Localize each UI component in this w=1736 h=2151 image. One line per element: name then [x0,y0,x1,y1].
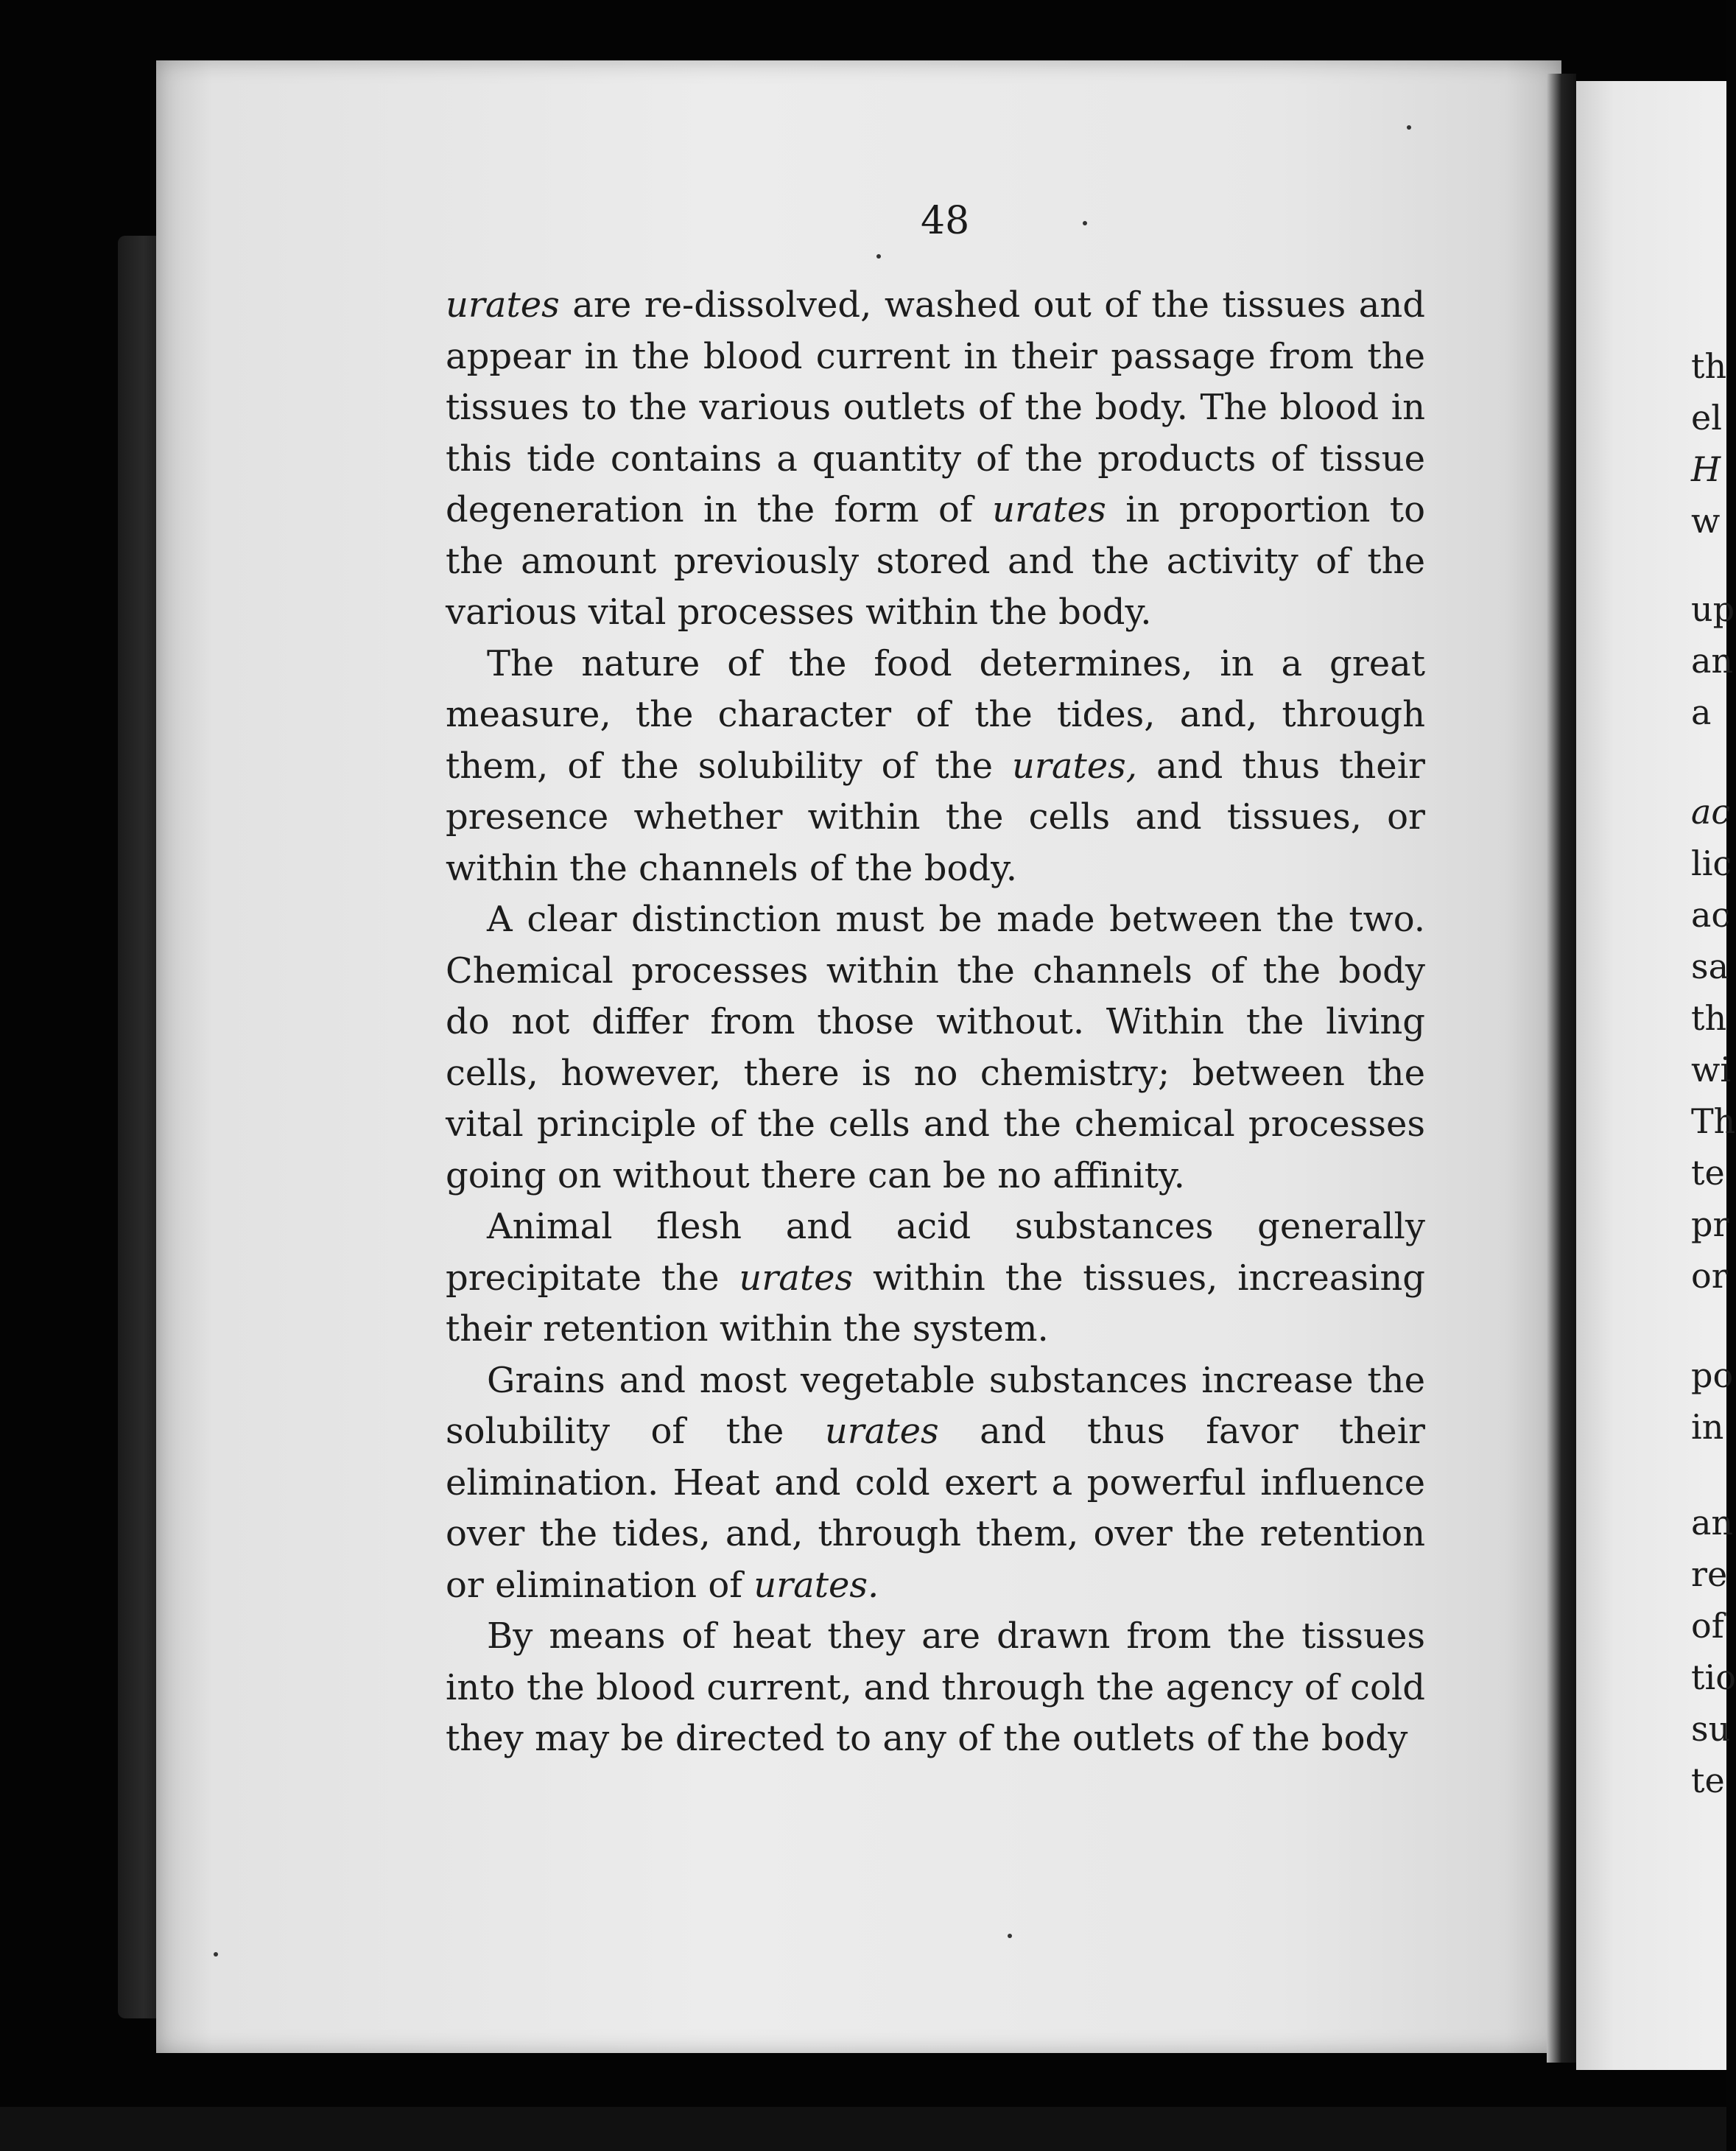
facing-page-fragment: up [1691,589,1735,629]
facing-page-fragment: el [1691,398,1722,438]
facing-page-fragment: an [1691,641,1734,681]
text-run: The nature of the food determines, in a great measure, the character of the tides, and, through them, of the solubility of the [446,642,1425,787]
italic-term: urates. [753,1564,879,1606]
text-run: Animal flesh and acid substances generally precipitate the [446,1206,1425,1299]
italic-term: urates [739,1257,854,1299]
facing-page-fragment: te [1691,1153,1725,1193]
facing-page-fragment: H [1691,449,1721,489]
dust-speck [1008,1934,1012,1938]
text-run: Grains and most vegetable substances increase the solubility of the [446,1359,1425,1452]
page-gutter [1547,74,1576,2063]
facing-page-text-fragments [1691,0,1736,2151]
facing-page-fragment: th [1691,998,1727,1038]
paragraph [446,1355,1425,1612]
facing-page-fragment: w [1691,501,1721,541]
text-run: A clear distinction must be made between the two. Chemical processes within the channels of the body do not differ from those without. Within the living cells, however, there is no chemistry; between the vital principle of the cells and the chemical processes going on without there can be no affinity. [446,899,1425,1196]
facing-page-fragment: an [1691,1503,1734,1543]
facing-page-fragment: su [1691,1709,1731,1749]
italic-term: urates [446,284,560,326]
dust-speck [1407,125,1411,130]
facing-page-fragment: re [1691,1554,1728,1594]
text-run: in proportion to the amount previously stored and the activity of the various vital processes within the body. [446,489,1425,633]
facing-page-fragment: wi [1691,1050,1732,1089]
facing-page-fragment: Th [1691,1101,1736,1141]
facing-page-fragment: tio [1691,1657,1736,1697]
italic-term: urates [992,489,1106,530]
dust-speck [1083,221,1087,225]
facing-page-fragment: po [1691,1355,1734,1395]
dust-speck [214,1952,218,1957]
text-run: within the tissues, increasing their retention within the system. [446,1257,1425,1350]
paragraph [446,1611,1425,1765]
paragraph [446,894,1425,1201]
page-text-body [446,280,1425,1765]
text-run: and thus their presence whether within the cells and tissues, or within the channels of the body. [446,745,1425,889]
facing-page-fragment: lic [1691,843,1732,883]
facing-page-fragment: of [1691,1606,1724,1646]
italic-term: urates [824,1411,939,1452]
facing-page-fragment: th [1691,346,1727,386]
facing-page-fragment: a [1691,692,1712,732]
dust-speck [876,254,881,259]
text-run: and thus favor their elimination. Heat and cold exert a powerful influence over the tides, and, through them, over the retention or elimination of [446,1411,1425,1606]
facing-page-fragment: ac [1691,792,1731,832]
facing-page-fragment: te [1691,1761,1725,1800]
paragraph [446,1201,1425,1355]
text-run: By means of heat they are drawn from the tissues into the blood current, and through the agency of cold they may be directed to any of the outlets of the body [446,1615,1425,1759]
facing-page-fragment: or [1691,1256,1728,1296]
scanner-bottom-band [0,2107,1726,2151]
facing-page-fragment: in [1691,1407,1724,1447]
paragraph [446,639,1425,895]
facing-page-fragment: ac [1691,895,1731,935]
italic-term: urates, [1011,745,1138,787]
facing-page-fragment: pr [1691,1204,1729,1244]
paragraph [446,280,1425,639]
facing-page-fragment: sa [1691,947,1729,986]
page-number: 48 [921,199,970,243]
text-run: are re-dissolved, washed out of the tissues and appear in the blood current in their passage from the tissues to the various outlets of the body. The blood in this tide contains a quantity of the products of tissue degeneration in the form of [446,284,1425,530]
